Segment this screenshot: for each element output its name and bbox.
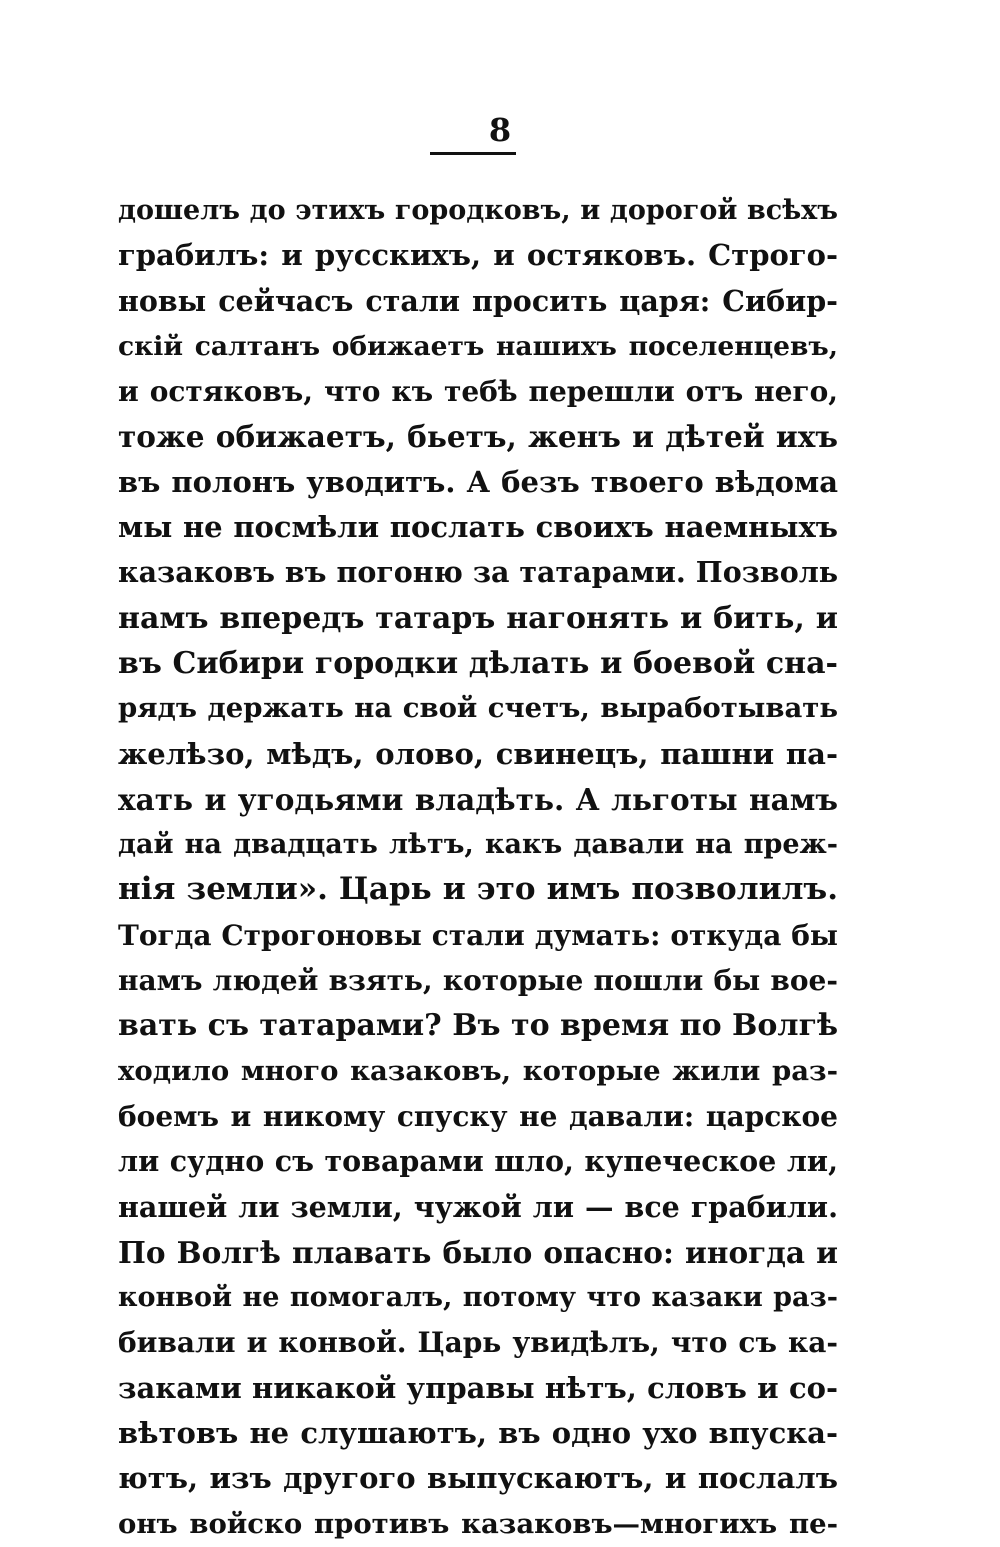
text-line: грабилъ: и русскихъ, и остяковъ. Строго- <box>118 238 838 273</box>
text-line: онъ войско противъ казаковъ—многихъ пе- <box>118 1507 838 1540</box>
text-line: нашей ли земли, чужой ли — все грабили. <box>118 1189 838 1224</box>
text-line: вать съ татарами? Въ то время по Волгѣ <box>118 1008 838 1044</box>
text-line: дай на двадцать лѣтъ, какъ давали на преж- <box>118 829 838 861</box>
text-line: По Волгѣ плавать было опасно: иногда и <box>118 1234 838 1270</box>
text-line: намъ людей взять, которые пошли бы вое- <box>118 964 838 998</box>
text-line: вѣтовъ не слушаютъ, въ одно ухо впуска- <box>118 1416 838 1451</box>
text-line: новы сейчасъ стали просить царя: Сибир- <box>118 283 838 318</box>
text-line: бивали и конвой. Царь увидѣлъ, что съ ка- <box>118 1326 838 1360</box>
text-line: конвой не помогалъ, потому что казаки раз- <box>118 1282 838 1314</box>
text-line: тоже обижаетъ, бьетъ, женъ и дѣтей ихъ <box>118 419 838 455</box>
text-line: Тогда Строгоновы стали думать: откуда бы <box>118 918 838 952</box>
text-line: скій салтанъ обижаетъ нашихъ поселенцевъ, <box>118 330 838 362</box>
text-line: ютъ, изъ другого выпускаютъ, и послалъ <box>118 1461 838 1496</box>
text-line: въ Сибири городки дѣлать и боевой сна- <box>118 645 838 681</box>
text-line: боемъ и никому спуску не давали: царское <box>118 1099 838 1133</box>
page-number: 8 <box>488 111 512 149</box>
text-line: казаковъ въ погоню за татарами. Позволь <box>118 555 838 590</box>
body-text <box>118 188 838 1547</box>
text-line: и остяковъ, что къ тебѣ перешли отъ него, <box>118 375 838 409</box>
text-line: рядъ держать на свой счетъ, выработывать <box>118 692 838 725</box>
text-line: въ полонъ уводитъ. А безъ твоего вѣдома <box>118 464 838 499</box>
text-line: хать и угодьями владѣть. А льготы намъ <box>118 781 838 817</box>
text-line: ли судно съ товарами шло, купеческое ли, <box>118 1144 838 1179</box>
text-line: нія земли». Царь и это имъ позволилъ. <box>118 871 838 908</box>
text-line: намъ впередъ татаръ нагонять и бить, и <box>118 600 838 636</box>
text-line: желѣзо, мѣдъ, олово, свинецъ, пашни па- <box>118 736 838 771</box>
text-line: дошелъ до этихъ городковъ, и дорогой всѣхъ <box>118 195 838 226</box>
text-line: мы не посмѣли послать своихъ наемныхъ <box>118 510 838 545</box>
text-line: ходило много казаковъ, которые жили раз- <box>118 1054 838 1087</box>
page-number-rule <box>430 152 516 155</box>
text-line: заками никакой управы нѣтъ, словъ и со- <box>118 1370 838 1405</box>
